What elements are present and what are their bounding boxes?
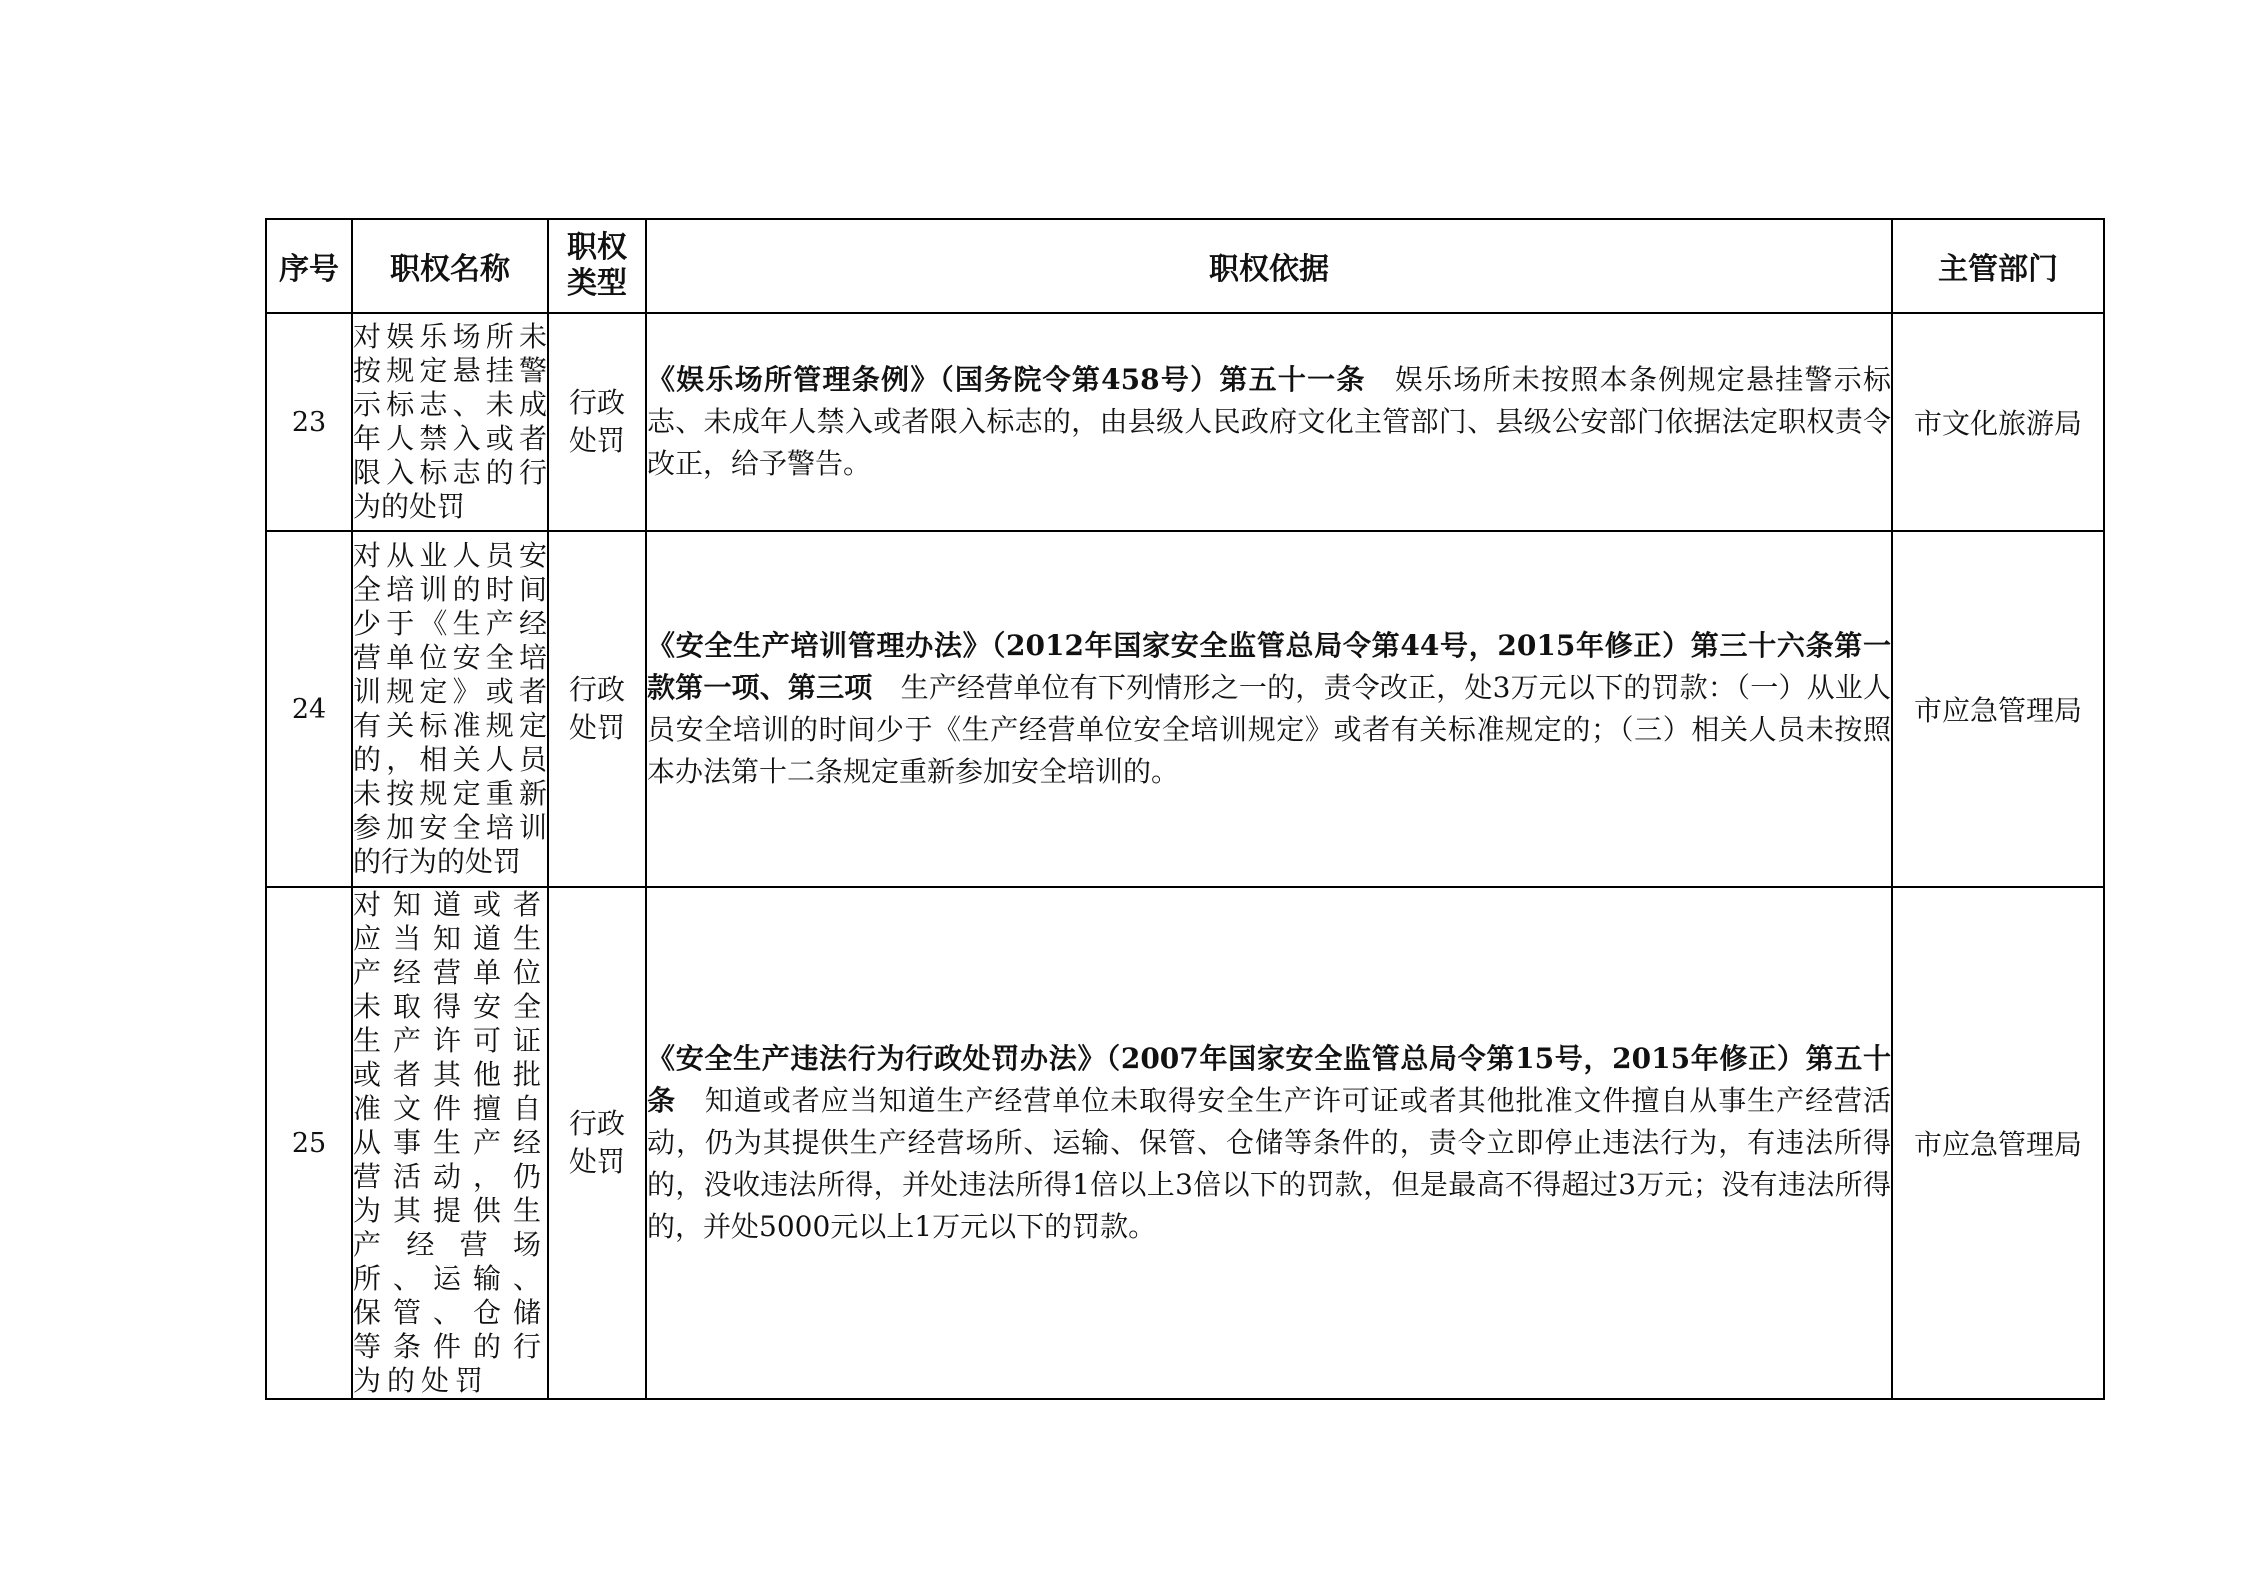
row-basis-reference: 《娱乐场所管理条例》（国务院令第458号）第五十一条 bbox=[647, 363, 1366, 396]
header-name: 职权名称 bbox=[352, 219, 548, 313]
row-power-name: 对从业人员安全培训的时间少于《生产经营单位安全培训规定》或者有关标准规定的，相关人员未按规定重新参加安全培训的行为的处罚 bbox=[352, 531, 548, 887]
row-type-line2: 处罚 bbox=[568, 424, 625, 457]
header-dept: 主管部门 bbox=[1892, 219, 2104, 313]
table-row bbox=[266, 887, 2104, 1399]
row-basis bbox=[646, 887, 1892, 1399]
row-power-name: 对知道或者应当知道生产经营单位未取得安全生产许可证或者其他批准文件擅自从事生产经营活动，仍为其提供生产经营场所、运输、保管、仓储等条件的行为的处罚 bbox=[353, 888, 547, 1397]
header-seq: 序号 bbox=[266, 219, 352, 313]
row-basis-text: 生产经营单位有下列情形之一的，责令改正，处3万元以下的罚款：（一）从业人员安全培训的时间少于《生产经营单位安全培训规定》或者有关标准规定的；（三）相关人员未按照本办法第十二条规定重新参加安全培训的。 bbox=[647, 671, 1891, 788]
row-type-line2: 处罚 bbox=[568, 711, 625, 744]
row-department: 市应急管理局 bbox=[1892, 887, 2104, 1399]
table-row bbox=[266, 313, 2104, 531]
row-power-name: 对娱乐场所未按规定悬挂警示标志、未成年人禁入或者限入标志的行为的处罚 bbox=[352, 313, 548, 531]
row-basis-text: 娱乐场所未按照本条例规定悬挂警示标志、未成年人禁入或者限入标志的，由县级人民政府文化主管部门、县级公安部门依据法定职权责令改正，给予警告。 bbox=[647, 363, 1891, 480]
row-seq: 24 bbox=[266, 531, 352, 887]
header-type bbox=[548, 219, 646, 313]
powers-table bbox=[265, 218, 2105, 1400]
row-seq: 25 bbox=[266, 887, 352, 1399]
row-basis-reference: 《安全生产违法行为行政处罚办法》（2007年国家安全监管总局令第15号，2015年修正）第五十条 bbox=[647, 1042, 1891, 1117]
table-row bbox=[266, 531, 2104, 887]
row-type-line1: 行政 bbox=[568, 673, 625, 706]
row-type-line2: 处罚 bbox=[568, 1145, 625, 1178]
header-type-line1: 职权 bbox=[567, 230, 627, 265]
row-power-type bbox=[548, 313, 646, 531]
row-basis bbox=[646, 313, 1892, 531]
row-type-line1: 行政 bbox=[568, 386, 625, 419]
header-row bbox=[266, 219, 2104, 313]
row-seq: 23 bbox=[266, 313, 352, 531]
header-type-line2: 类型 bbox=[567, 266, 627, 301]
row-basis-reference: 《安全生产培训管理办法》（2012年国家安全监管总局令第44号，2015年修正）第三十六条第一款第一项、第三项 bbox=[647, 629, 1891, 704]
header-basis: 职权依据 bbox=[646, 219, 1892, 313]
row-department: 市文化旅游局 bbox=[1892, 313, 2104, 531]
row-basis bbox=[646, 531, 1892, 887]
row-type-line1: 行政 bbox=[568, 1107, 625, 1140]
row-basis-text: 知道或者应当知道生产经营单位未取得安全生产许可证或者其他批准文件擅自从事生产经营活动，仍为其提供生产经营场所、运输、保管、仓储等条件的，责令立即停止违法行为，有违法所得的，没收违法所得，并处违法所得1倍以上3倍以下的罚款，但是最高不得超过3万元；没有违法所得的，并处5000元以上1万元以下的罚款。 bbox=[647, 1084, 1891, 1243]
row-power-type bbox=[548, 887, 646, 1399]
row-department: 市应急管理局 bbox=[1892, 531, 2104, 887]
row-power-type bbox=[548, 531, 646, 887]
